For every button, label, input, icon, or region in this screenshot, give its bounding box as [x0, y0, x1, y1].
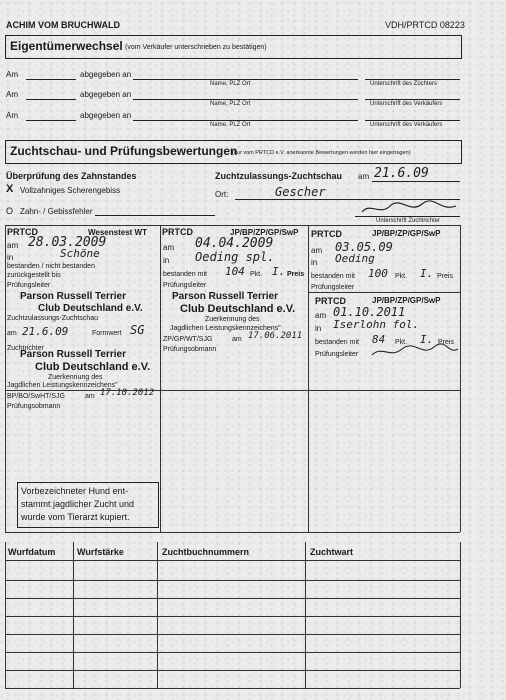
- teeth-option-2-mark: O: [6, 206, 14, 216]
- col-header-zuchtbuchnummern: Zuchtbuchnummern: [162, 547, 249, 557]
- breed-show-place: Gescher: [275, 185, 326, 199]
- test-2-date: 04.04.2009: [195, 236, 274, 251]
- teeth-option-1: Vollzahniges Scherengebiss: [20, 186, 121, 195]
- breed-show-label: Zuchtzulassungs-Zuchtschau: [215, 171, 343, 181]
- test-4-place: Iserlohn fol.: [333, 318, 420, 331]
- col-header-zuchtwart: Zuchtwart: [310, 547, 354, 557]
- judge-signature: [360, 198, 460, 218]
- test-2-place: Oeding spl.: [195, 250, 275, 264]
- registration-number: VDH/PRTCD 08223: [385, 20, 465, 30]
- col-header-wurfdatum: Wurfdatum: [8, 547, 56, 557]
- test-4-date: 01.10.2011: [333, 305, 406, 319]
- col-header-wurfstaerke: Wurfstärke: [77, 547, 124, 557]
- teeth-option-1-mark: X: [6, 183, 14, 195]
- test-4-signature: [370, 343, 460, 361]
- owner-change-title: Eigentümerwechsel: [10, 39, 123, 53]
- teeth-title: Überprüfung des Zahnstandes: [6, 171, 137, 181]
- teeth-option-2: Zahn- / Gebissfehler: [20, 207, 93, 216]
- notice-line-2: stammt jagdlicher Zucht und: [21, 499, 135, 509]
- notice-line-3: wurde vom Tierarzt kupiert.: [21, 512, 130, 522]
- breed-show-date: 21.6.09: [374, 166, 429, 181]
- shows-title: Zuchtschau- und Prüfungsbewertungen: [10, 144, 238, 158]
- owner-name: ACHIM VOM BRUCHWALD: [6, 20, 120, 30]
- test-3-date: 03.05.09: [335, 240, 393, 254]
- wesenstest-date: 28.03.2009: [28, 235, 107, 250]
- shows-note: (nur vom PRTCD e.V. anerkannte Bewertungen werden hier eingetragen): [232, 150, 411, 156]
- pedigree-document-page: ACHIM VOM BRUCHWALD VDH/PRTCD 08223 Eigentümerwechsel (vom Verkäufer unterschrieben zu bestätigen) Am abgegeben an Name, PLZ Ort Unterschrift des Züchters Am abgegeben an Name, PLZ Ort Unterschrift des Verkäufers Am abgegeben an Name, PLZ Ort Unterschrift des Verkäufers Zuchtschau- und Prüfungsbewertungen (nur vom PRTCD e.V. anerkannte Bewertungen werden hier eingetragen) Überprüfung des Zahnstandes X Vollzahniges Scherengebiss O Zahn- / Gebissfehler Zuchtzulassungs-Zuchtschau am 21.6.09 Ort: Gescher Unterschrift Zuchtrichter PRTCD Wesenstest WT am 28.03.2009 in Schöne bestanden / nicht bestanden zurückgestellt bis Prüfungsleiter Parson Russell Terrier Club Deutschland e.V. Zuchtzulassungs-Zuchtschau am 21.6.09 Formwert SG Zuchtrichter Parson Russell Terrier Club Deutschland e.V. Zuerkennung des Jagdlichen Leistungskennzeichens" BP/BO/SwHT/SJG am 17.10.2012 Prüfungsobmann PRTCD JP/BP/ZP/GP/SwP am 04.04.2009 in Oeding spl. bestanden mit 104 Pkt. I. Preis Prüfungsleiter Parson Russell Terrier Club Deutschland e.V. Zuerkennung des Jagdlichen Leistungskennzeichens" ZP/GP/WT/SJG am 17.06.2011 Prüfungsobmann PRTCD JP/BP/ZP/GP/SwP am 03.05.09 in Oeding bestanden mit 100 Pkt. I. Preis Prüfungsleiter PRTCD JP/BP/ZP/GP/SwP am 01.10.2011 in Iserlohn fol. bestanden mit 84 Pkt. I. Preis Prüfungsleiter Vorbezeichneter Hund ent- stammt jagdlicher Zucht und wurde vom Tierarzt kupiert. Wurfdatum Wurfstärke Zuchtbuchnummern Zuchtwart: [0, 0, 506, 700]
- test-3-place: Oeding: [335, 252, 375, 265]
- judge-signature-caption: Unterschrift Zuchtrichter: [376, 218, 441, 224]
- wesenstest-place: Schöne: [60, 247, 100, 260]
- notice-line-1: Vorbezeichneter Hund ent-: [21, 486, 129, 496]
- owner-change-note: (vom Verkäufer unterschrieben zu bestätigen): [125, 44, 267, 51]
